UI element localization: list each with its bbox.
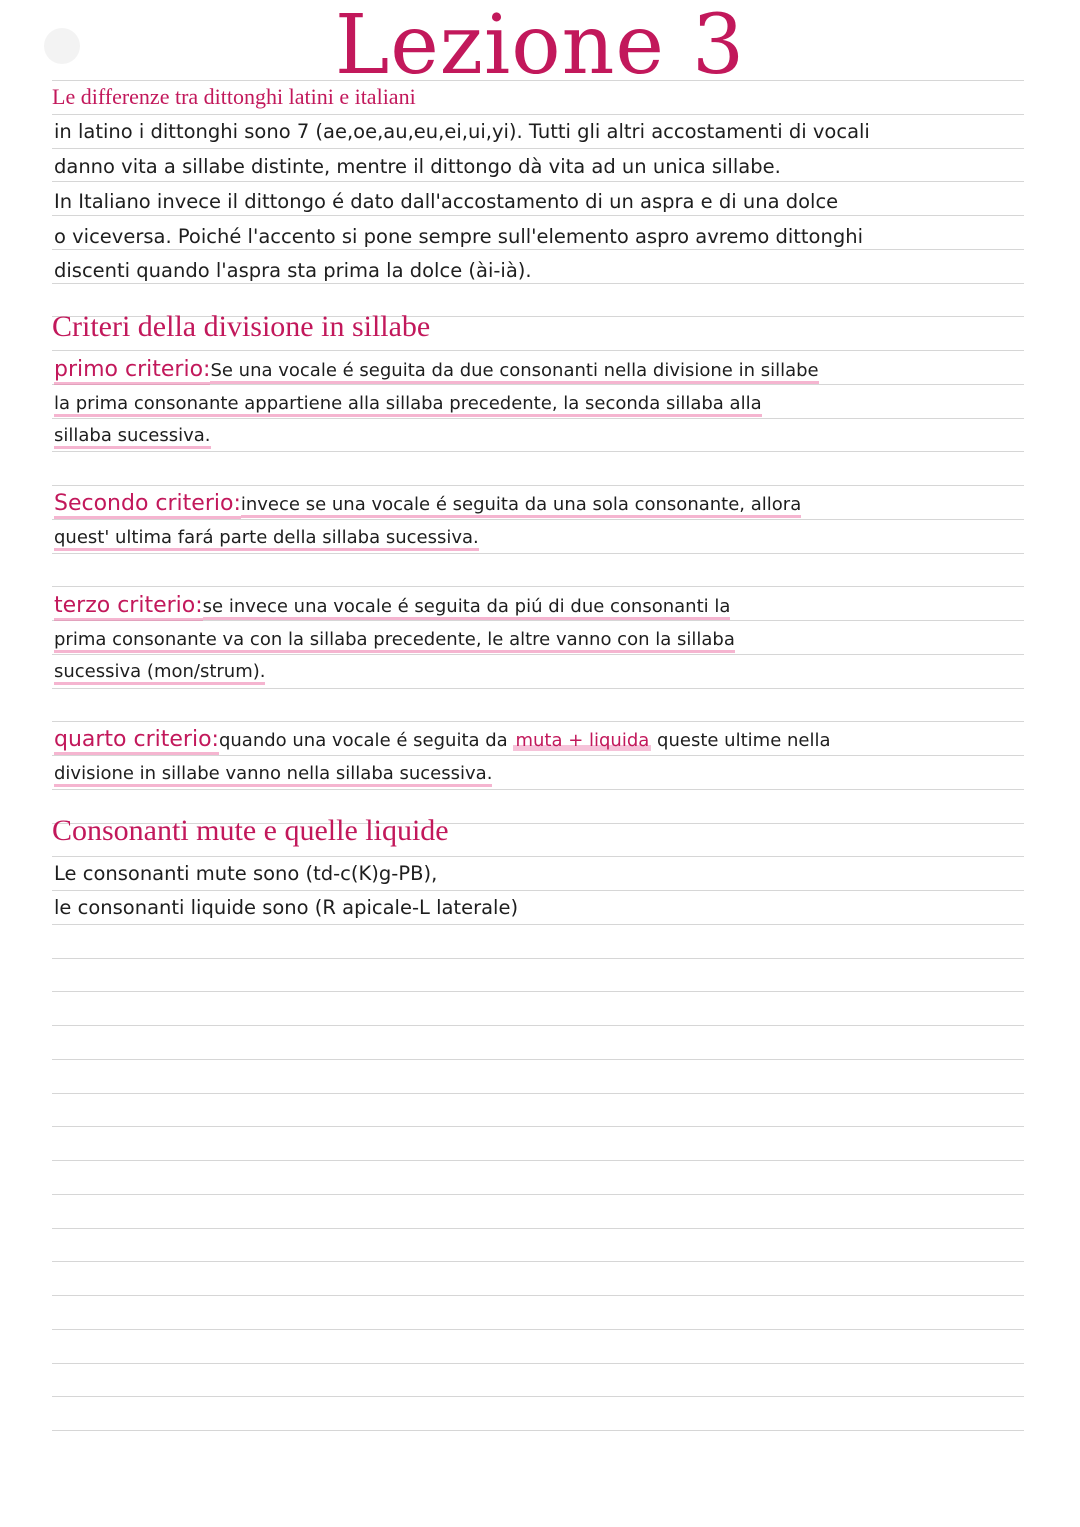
ruled-line <box>52 586 1024 587</box>
intro-line-3: In Italiano invece il dittongo é dato dall'accostamento di un aspra e di una dolce <box>54 190 839 213</box>
section-heading-criteri: Criteri della divisione in sillabe <box>52 310 431 343</box>
ruled-line <box>52 856 1024 857</box>
intro-line-2: danno vita a sillabe distinte, mentre il dittongo dà vita ad un unica sillabe. <box>54 155 781 178</box>
ruled-line <box>52 1025 1024 1026</box>
terzo-criterio-line-3 <box>54 658 265 686</box>
ruled-line <box>52 721 1024 722</box>
section-heading-dittonghi: Le differenze tra dittonghi latini e italiani <box>52 84 416 109</box>
ruled-line <box>52 1261 1024 1262</box>
ruled-line <box>52 924 1024 925</box>
primo-criterio-label: primo criterio: <box>54 357 210 385</box>
ruled-line <box>52 451 1024 452</box>
quarto-criterio-text-after: queste ultime nella <box>657 730 831 751</box>
quarto-criterio-highlight: muta + liquida <box>515 730 650 751</box>
primo-criterio-text-2: la prima consonante appartiene alla sillaba precedente, la seconda sillaba alla <box>54 393 762 417</box>
ruled-line <box>52 148 1024 149</box>
terzo-criterio-line-1 <box>54 592 730 621</box>
secondo-criterio-text-2: quest' ultima fará parte della sillaba sucessiva. <box>54 527 479 551</box>
quarto-criterio-label: quarto criterio: <box>54 727 219 755</box>
ruled-line <box>52 958 1024 959</box>
ruled-line <box>52 485 1024 486</box>
quarto-criterio-text-before: quando una vocale é seguita da <box>218 730 508 751</box>
ruled-line <box>52 114 1024 115</box>
ruled-line <box>52 789 1024 790</box>
ruled-line <box>52 890 1024 891</box>
primo-criterio-text-3: sillaba sucessiva. <box>54 425 211 449</box>
ruled-line <box>52 755 1024 756</box>
quarto-criterio-line-2 <box>54 760 492 788</box>
ruled-line <box>52 1295 1024 1296</box>
primo-criterio-line-1 <box>54 356 819 385</box>
ruled-line <box>52 1059 1024 1060</box>
ruled-line <box>52 1160 1024 1161</box>
ruled-line <box>52 1093 1024 1094</box>
secondo-criterio-line-1 <box>54 490 801 519</box>
ruled-line <box>52 1430 1024 1431</box>
terzo-criterio-text-3: sucessiva (mon/strum). <box>54 661 265 685</box>
secondo-criterio-line-2 <box>54 524 479 552</box>
ruled-line <box>52 991 1024 992</box>
secondo-criterio-text-1: invece se una vocale é seguita da una sola consonante, allora <box>241 494 801 518</box>
section-heading-consonanti: Consonanti mute e quelle liquide <box>52 814 449 847</box>
ruled-line <box>52 350 1024 351</box>
terzo-criterio-text-2: prima consonante va con la sillaba precedente, le altre vanno con la sillaba <box>54 629 735 653</box>
ruled-line <box>52 654 1024 655</box>
terzo-criterio-label: terzo criterio: <box>54 593 203 621</box>
page-title: Lezione 3 <box>334 0 746 93</box>
intro-line-1: in latino i dittonghi sono 7 (ae,oe,au,eu,ei,ui,yi). Tutti gli altri accostamenti di vocali <box>54 120 870 143</box>
consonanti-line-2: le consonanti liquide sono (R apicale-L laterale) <box>54 896 519 919</box>
ruled-line <box>52 1329 1024 1330</box>
ruled-line <box>52 1194 1024 1195</box>
ruled-line <box>52 519 1024 520</box>
ruled-line <box>52 688 1024 689</box>
secondo-criterio-label: Secondo criterio: <box>54 491 241 519</box>
terzo-criterio-text-1: se invece una vocale é seguita da piú di due consonanti la <box>203 596 731 620</box>
quarto-criterio-text-2: divisione in sillabe vanno nella sillaba sucessiva. <box>54 763 492 787</box>
primo-criterio-text-1: Se una vocale é seguita da due consonanti nella divisione in sillabe <box>210 360 818 384</box>
quarto-criterio-line-1 <box>54 726 831 755</box>
ruled-line <box>52 418 1024 419</box>
primo-criterio-line-3 <box>54 422 211 450</box>
ruled-line <box>52 1396 1024 1397</box>
primo-criterio-line-2 <box>54 390 762 418</box>
ruled-line <box>52 1126 1024 1127</box>
consonanti-line-1: Le consonanti mute sono (td-c(K)g-PB), <box>54 862 438 885</box>
ruled-line <box>52 1363 1024 1364</box>
ruled-line <box>52 1228 1024 1229</box>
terzo-criterio-line-2 <box>54 626 735 654</box>
intro-line-5: discenti quando l'aspra sta prima la dolce (ài-ià). <box>54 259 532 282</box>
intro-line-4: o viceversa. Poiché l'accento si pone sempre sull'elemento aspro avremo dittonghi <box>54 225 863 248</box>
ruled-line <box>52 553 1024 554</box>
ruled-line <box>52 181 1024 182</box>
